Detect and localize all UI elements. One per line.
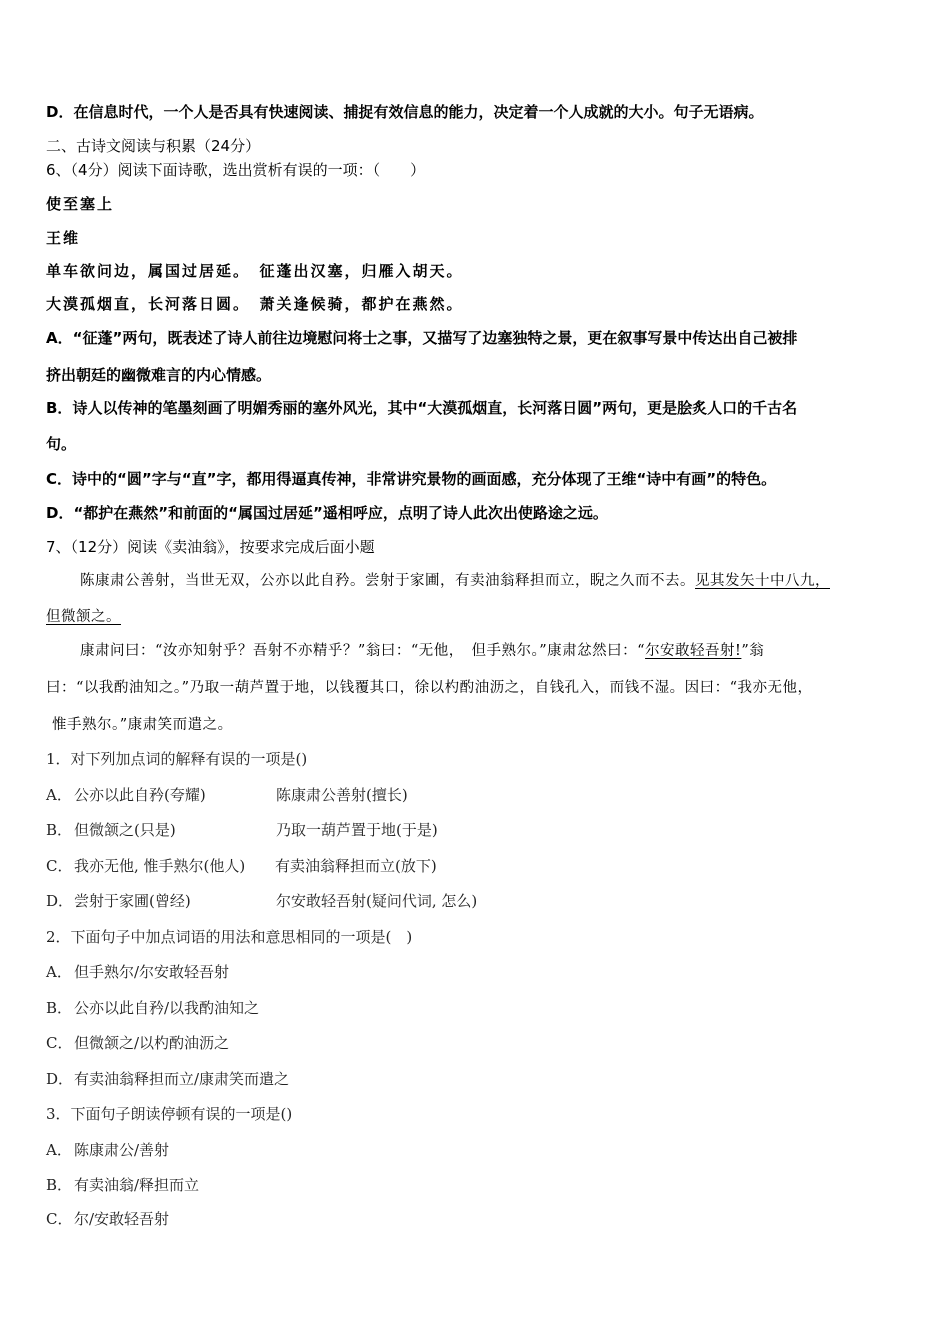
option-text: “都护在燕然”和前面的“属国过居延”遥相呼应，点明了诗人此次出使路途之远。 — [73, 504, 608, 522]
underlined-sentence: 尔安敢轻吾射! — [645, 643, 742, 659]
option-left: 我亦无他, 惟手熟尔(他人) — [74, 857, 246, 875]
option-label: D． — [46, 892, 74, 910]
option-text: 陈康肃公/善射 — [74, 1141, 170, 1159]
option-label: D． — [46, 504, 74, 522]
option-label: B． — [46, 821, 73, 839]
sub3-option-a — [46, 1140, 169, 1160]
option-text: 公亦以此自矜/以我酌油知之 — [74, 999, 260, 1017]
poem-line-2: 大漠孤烟直，长河落日圆。 萧关逢候骑，都护在燕然。 — [46, 295, 464, 313]
option-text: 有卖油翁/释担而立 — [74, 1176, 200, 1194]
passage-text: ”翁 — [741, 643, 765, 659]
q6-stem: 6、（4分）阅读下面诗歌，选出赏析有误的一项：（ ） — [46, 161, 426, 179]
option-label: A． — [46, 1141, 72, 1159]
option-text: “征蓬”两句，既表述了诗人前往边境慰问将士之事，又描写了边塞独特之景，更在叙事写景中传达出自己被排 — [72, 329, 798, 347]
sub2-option-b — [46, 998, 259, 1018]
sub1-stem: 1．对下列加点词的解释有误的一项是() — [46, 750, 308, 768]
option-label: D． — [46, 103, 74, 121]
option-label: C． — [46, 857, 73, 875]
option-text: 但微颔之/以杓酌油沥之 — [74, 1034, 230, 1052]
sub2-option-d — [46, 1069, 289, 1089]
option-label: A． — [46, 329, 73, 347]
option-label: C． — [46, 470, 73, 488]
option-left: 公亦以此自矜(夸耀) — [74, 786, 206, 804]
passage-paragraph-2-line2: 曰：“以我酌油知之。”乃取一葫芦置于地，以钱覆其口，徐以杓酌油沥之，自钱孔入，而钱不湿。因曰：“我亦无他， — [46, 680, 813, 696]
q7-stem: 7、（12分）阅读《卖油翁》，按要求完成后面小题 — [46, 538, 375, 556]
option-label: D． — [46, 1070, 74, 1088]
option-right: 乃取一葫芦置于地(于是) — [276, 821, 438, 839]
option-right: 尔安敢轻吾射(疑问代词, 怎么) — [276, 892, 478, 910]
passage-text: 陈康肃公善射，当世无双，公亦以此自矜。尝射于家圃，有卖油翁释担而立，睨之久而不去。 — [80, 573, 695, 589]
sub1-option-b — [46, 820, 906, 840]
option-right: 陈康肃公善射(擅长) — [276, 786, 408, 804]
option-left: 但微颔之(只是) — [74, 821, 176, 839]
option-text: 诗人以传神的笔墨刻画了明媚秀丽的塞外风光，其中“大漠孤烟直，长河落日圆”两句，更是脍炙人口的千古名 — [72, 399, 798, 417]
underlined-sentence: 但微颔之。 — [46, 609, 121, 625]
sub3-option-b — [46, 1175, 199, 1195]
sub2-option-c — [46, 1033, 229, 1053]
option-label: A． — [46, 786, 72, 804]
sub3-option-c — [46, 1209, 169, 1229]
q6-option-d — [46, 503, 608, 523]
sub2-stem: 2．下面句子中加点词语的用法和意思相同的一项是( ) — [46, 928, 413, 946]
passage-paragraph-1-cont — [46, 607, 121, 627]
q6-option-a — [46, 328, 797, 348]
section-heading: 二、古诗文阅读与积累（24分） — [46, 137, 261, 155]
option-label: C． — [46, 1210, 73, 1228]
passage-paragraph-1 — [80, 571, 830, 591]
sub1-option-d — [46, 891, 906, 911]
underlined-sentence: 见其发矢十中八九， — [695, 573, 830, 589]
option-text: 诗中的“圆”字与“直”字，都用得逼真传神，非常讲究景物的画面感，充分体现了王维“诗中有画”的特色。 — [72, 470, 777, 488]
poem-line-1: 单车欲问边，属国过居延。 征蓬出汉塞，归雁入胡天。 — [46, 262, 464, 280]
option-text: 但手熟尔/尔安敢轻吾射 — [74, 963, 230, 981]
q6-option-a-cont: 挤出朝廷的幽微难言的内心情感。 — [46, 366, 272, 384]
sub3-stem: 3．下面句子朗读停顿有误的一项是() — [46, 1105, 293, 1123]
sub2-option-a — [46, 962, 229, 982]
option-label: A． — [46, 963, 72, 981]
prev-option-d — [46, 102, 763, 122]
poem-title: 使至塞上 — [46, 195, 115, 213]
q6-option-b-cont: 句。 — [46, 435, 77, 453]
option-right: 有卖油翁释担而立(放下) — [275, 857, 437, 875]
option-text: 有卖油翁释担而立/康肃笑而遣之 — [74, 1070, 290, 1088]
option-left: 尝射于家圃(曾经) — [74, 892, 191, 910]
poem-author: 王维 — [46, 229, 81, 247]
passage-paragraph-2-line3: 惟手熟尔。”康肃笑而遣之。 — [52, 717, 233, 733]
q6-option-b — [46, 398, 797, 418]
q6-option-c — [46, 469, 776, 489]
sub1-option-c — [46, 856, 906, 876]
option-label: B． — [46, 1176, 73, 1194]
option-label: B． — [46, 399, 73, 417]
passage-text: 康肃问曰：“汝亦知射乎？吾射不亦精乎？”翁曰：“无他， 但手熟尔。”康肃忿然曰：“ — [80, 643, 646, 659]
option-text: 在信息时代，一个人是否具有快速阅读、捕捉有效信息的能力，决定着一个人成就的大小。句子无语病。 — [73, 103, 764, 121]
option-label: B． — [46, 999, 73, 1017]
sub1-option-a — [46, 785, 906, 805]
passage-paragraph-2 — [80, 641, 764, 661]
option-label: C． — [46, 1034, 73, 1052]
option-text: 尔/安敢轻吾射 — [74, 1210, 170, 1228]
